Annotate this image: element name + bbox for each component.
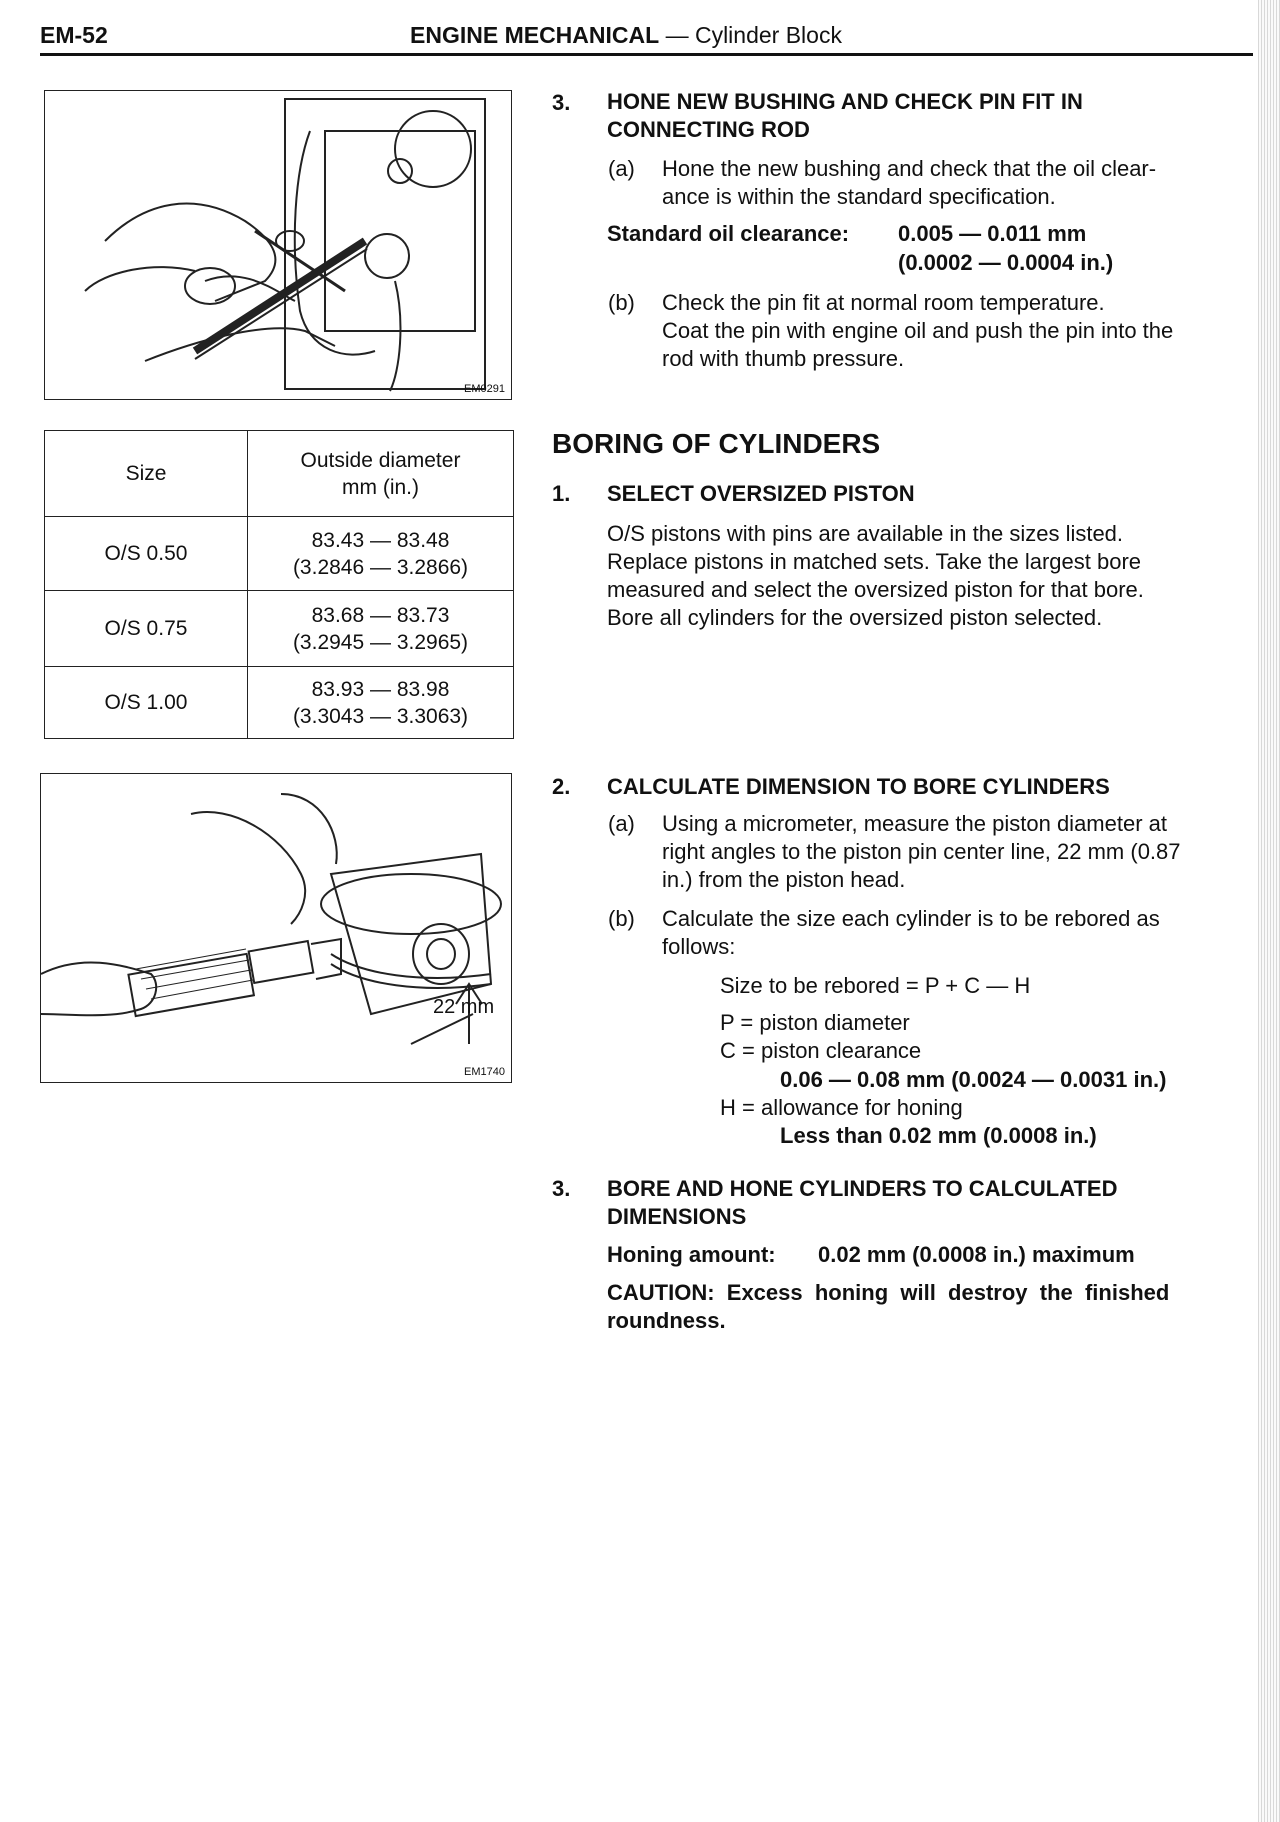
subsection-name: Cylinder Block xyxy=(694,22,842,48)
step-title-line: BORE AND HONE CYLINDERS TO CALCULATED xyxy=(607,1176,1118,1201)
connecting-rod-honing-icon xyxy=(45,91,511,399)
instruction-line: Replace pistons in matched sets. Take the largest bore xyxy=(607,549,1142,574)
instruction-line: in.) from the piston head. xyxy=(662,867,906,892)
table-cell-diameter xyxy=(248,517,514,591)
table-row xyxy=(45,591,514,667)
section-title: BORING OF CYLINDERS xyxy=(552,428,881,459)
section-name: ENGINE MECHANICAL xyxy=(410,22,660,48)
table-header-row xyxy=(45,431,514,517)
step-title: CALCULATE DIMENSION TO BORE CYLINDERS xyxy=(607,774,1110,799)
step-title: SELECT OVERSIZED PISTON xyxy=(607,481,915,506)
page-header-title xyxy=(410,22,842,49)
caution-line: roundness. xyxy=(607,1308,726,1333)
instruction-line: Coat the pin with engine oil and push the pin into the xyxy=(662,318,1174,343)
formula: Size to be rebored = P + C — H xyxy=(720,973,1031,998)
table-header-line: mm (in.) xyxy=(342,475,419,499)
piston-micrometer-icon xyxy=(41,774,511,1082)
instruction-line: right angles to the piston pin center line, 22 mm (0.87 xyxy=(662,839,1181,864)
spec-label: Honing amount: xyxy=(607,1242,776,1267)
table-header-diameter xyxy=(248,431,514,517)
table-row xyxy=(45,667,514,739)
spec-label: Standard oil clearance: xyxy=(607,221,850,246)
oversize-piston-table xyxy=(44,430,514,739)
table-cell-size: O/S 0.75 xyxy=(45,591,248,667)
spec-value: 0.02 mm (0.0008 in.) maximum xyxy=(818,1242,1135,1267)
substep-label: (b) xyxy=(608,290,635,315)
spec-value: (0.0002 — 0.0004 in.) xyxy=(898,250,1114,275)
table-cell-inch: (3.2945 — 3.2965) xyxy=(292,630,469,654)
instruction-line: O/S pistons with pins are available in the sizes listed. xyxy=(607,521,1124,546)
step-title-line: HONE NEW BUSHING AND CHECK PIN FIT IN xyxy=(607,89,1083,114)
instruction-line: rod with thumb pressure. xyxy=(662,346,905,371)
table-cell-inch: (3.2846 — 3.2866) xyxy=(292,555,469,579)
table-row xyxy=(45,517,514,591)
table-cell-diameter xyxy=(248,667,514,739)
step-number: 3. xyxy=(552,90,571,115)
definition-line: P = piston diameter xyxy=(720,1010,910,1035)
figure-code: EM1740 xyxy=(464,1066,505,1078)
definition-line: C = piston clearance xyxy=(720,1038,922,1063)
figure-piston-micrometer xyxy=(40,773,512,1083)
step-number: 1. xyxy=(552,481,571,506)
table-cell-diameter xyxy=(248,591,514,667)
step-number: 3. xyxy=(552,1176,571,1201)
table-header-size: Size xyxy=(45,431,248,517)
instruction-line: measured and select the oversized piston for that bore. xyxy=(607,577,1144,602)
figure-code: EM0291 xyxy=(464,383,505,395)
caution-line: CAUTION: Excess honing will destroy the finished xyxy=(607,1280,1170,1305)
definition-value: Less than 0.02 mm (0.0008 in.) xyxy=(780,1123,1097,1148)
table-cell-size: O/S 1.00 xyxy=(45,667,248,739)
definition-line: H = allowance for honing xyxy=(720,1095,963,1120)
instruction-line: Bore all cylinders for the oversized piston selected. xyxy=(607,605,1103,630)
page-edge-scan xyxy=(1258,0,1280,1822)
header-rule xyxy=(40,53,1253,56)
table-cell-size: O/S 0.50 xyxy=(45,517,248,591)
instruction-line: follows: xyxy=(662,934,736,959)
instruction-line: Calculate the size each cylinder is to be rebored as xyxy=(662,906,1160,931)
dimension-label: 22 mm xyxy=(433,996,495,1018)
substep-label: (a) xyxy=(608,156,635,181)
page-number: EM-52 xyxy=(40,22,108,48)
table-cell-inch: (3.3043 — 3.3063) xyxy=(292,704,469,728)
instruction-line: Hone the new bushing and check that the oil clear- xyxy=(662,156,1157,181)
table-cell-mm: 83.43 — 83.48 xyxy=(311,528,450,552)
instruction-line: Using a micrometer, measure the piston diameter at xyxy=(662,811,1168,836)
definition-value: 0.06 — 0.08 mm (0.0024 — 0.0031 in.) xyxy=(780,1067,1167,1092)
step-number: 2. xyxy=(552,774,571,799)
instruction-line: ance is within the standard specification. xyxy=(662,184,1056,209)
table-header-line: Outside diameter xyxy=(300,448,461,472)
step-title-line: CONNECTING ROD xyxy=(607,117,810,142)
table-cell-mm: 83.93 — 83.98 xyxy=(311,677,450,701)
table-cell-mm: 83.68 — 83.73 xyxy=(311,603,450,627)
substep-label: (b) xyxy=(608,906,635,931)
spec-value: 0.005 — 0.011 mm xyxy=(898,221,1087,246)
substep-label: (a) xyxy=(608,811,635,836)
instruction-line: Check the pin fit at normal room temperature. xyxy=(662,290,1105,315)
step-title-line: DIMENSIONS xyxy=(607,1204,747,1229)
header-dash: — xyxy=(665,22,689,48)
figure-connecting-rod xyxy=(44,90,512,400)
